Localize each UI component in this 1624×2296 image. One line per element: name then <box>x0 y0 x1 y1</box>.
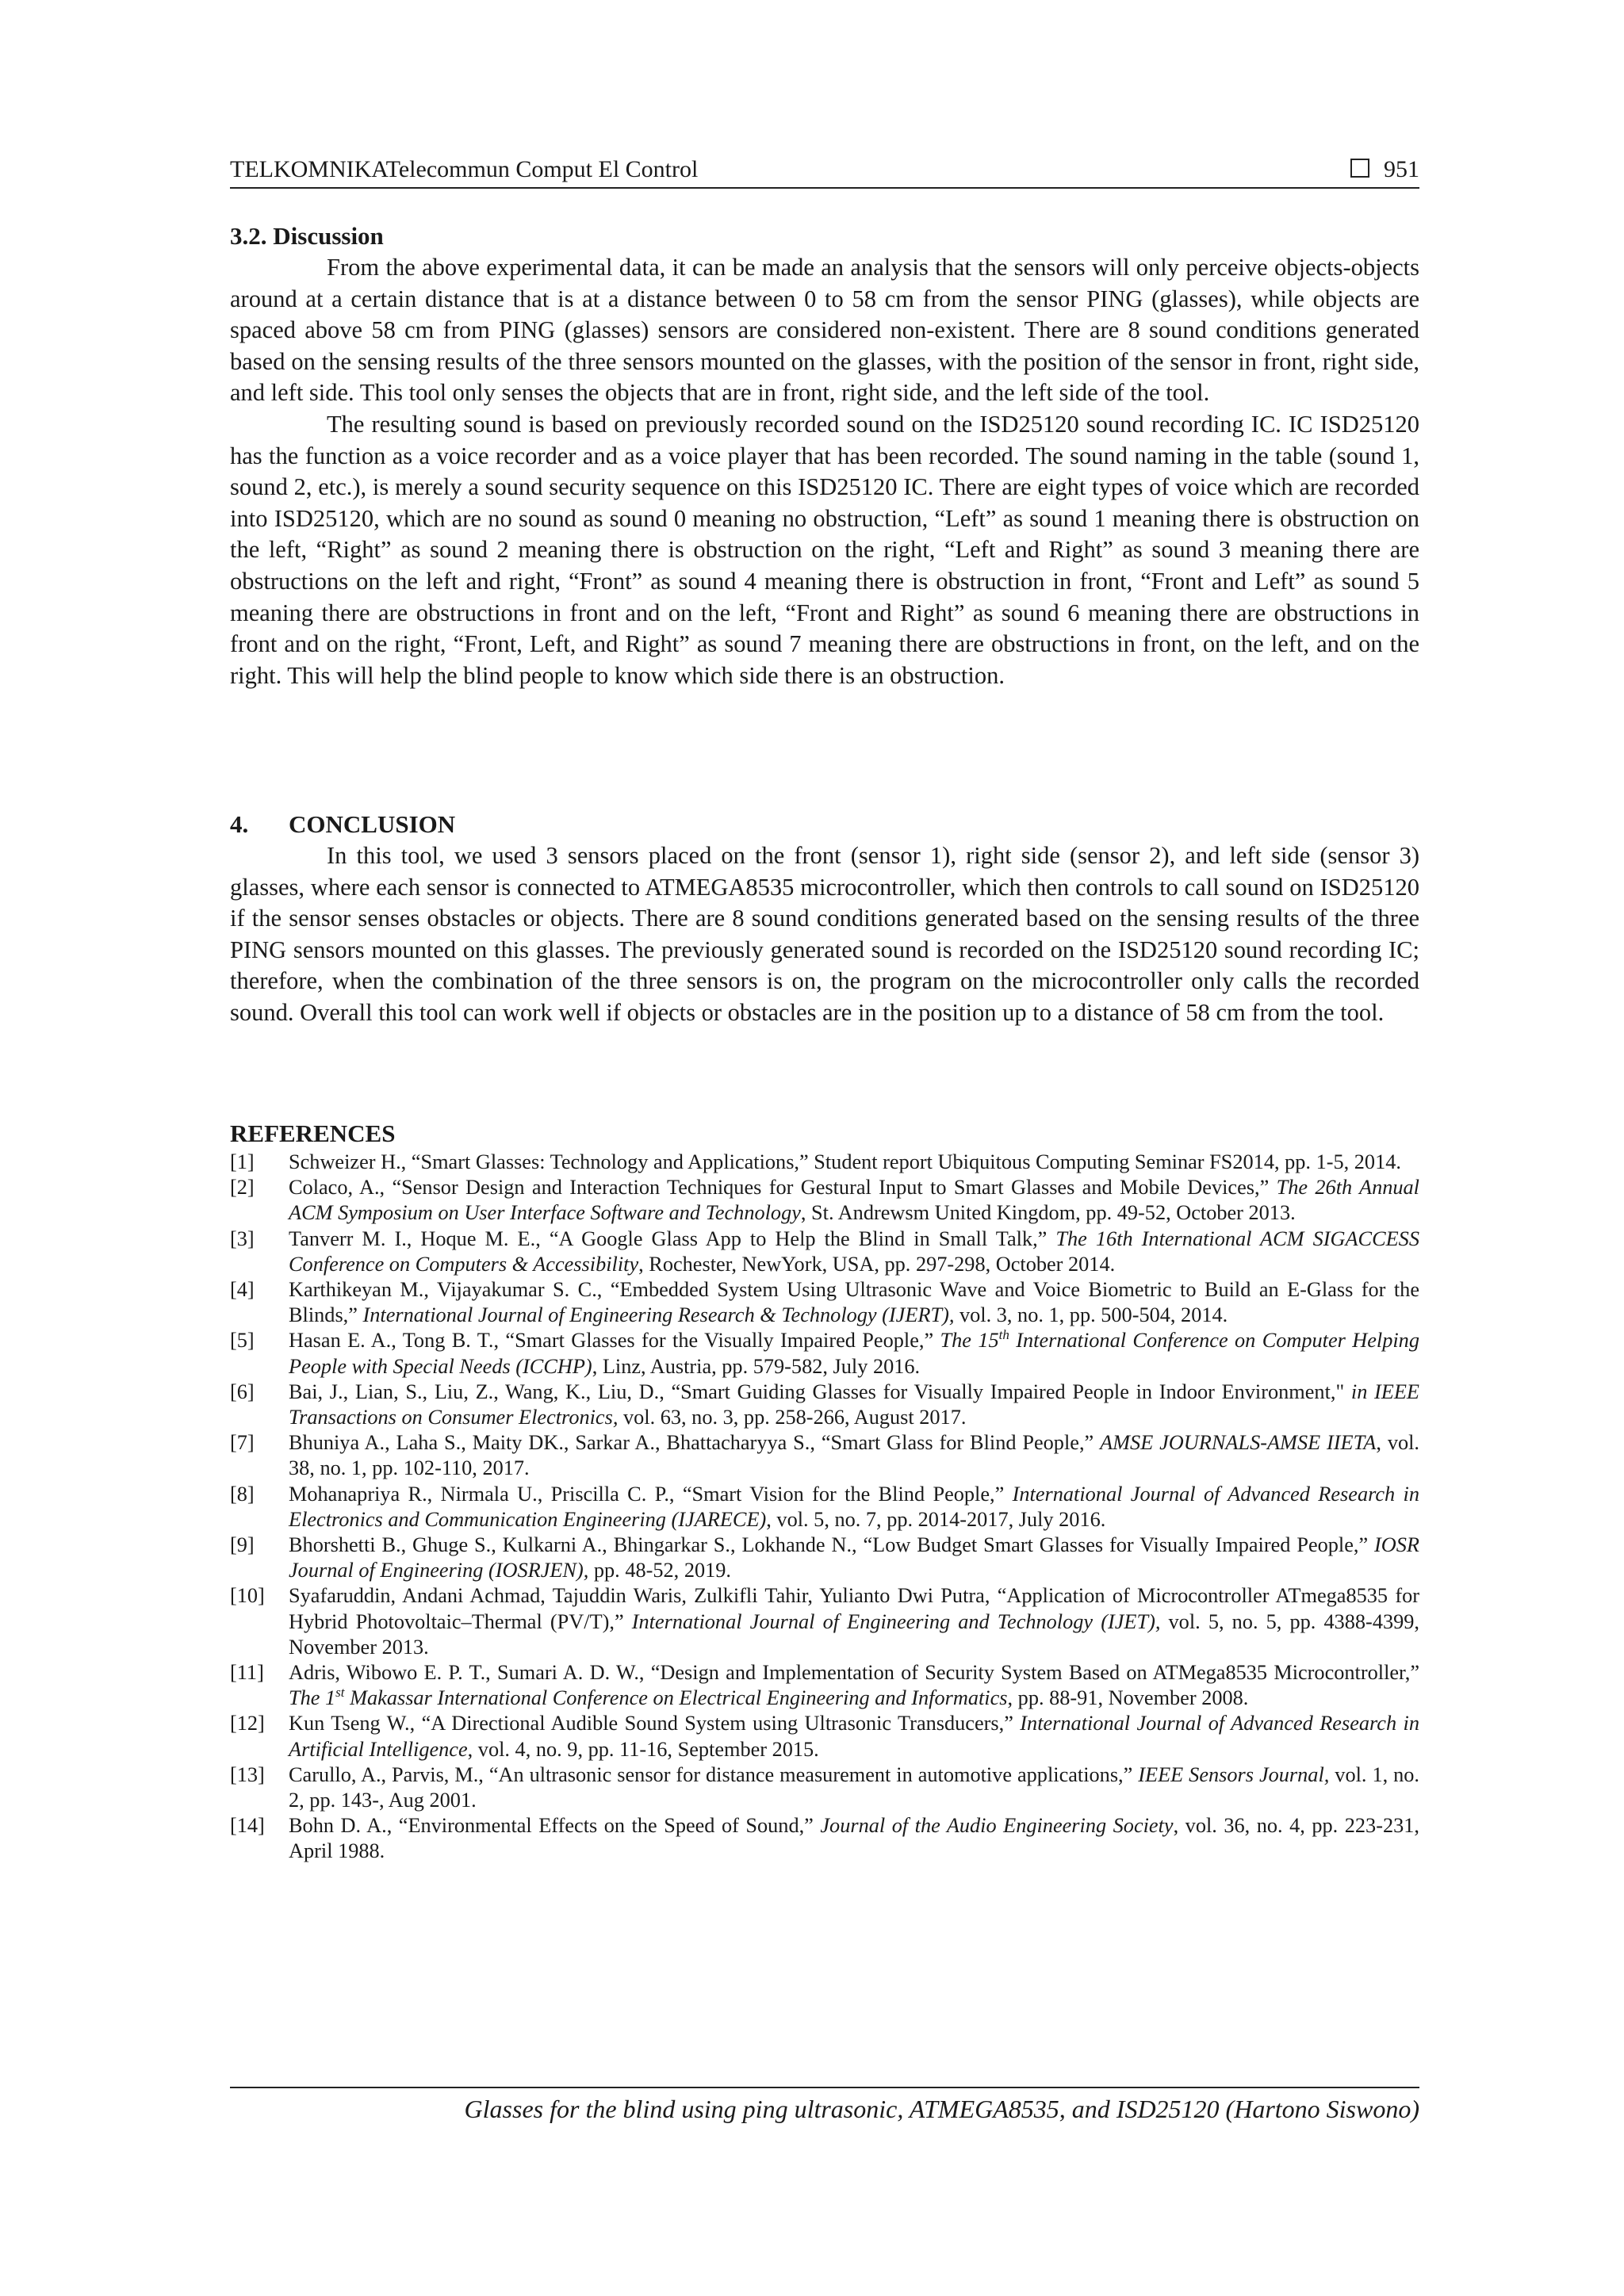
reference-text: Adris, Wibowo E. P. T., Sumari A. D. W., “Design and Implementation of Security System Based on ATMega8535 Microcontroller,” <box>289 1661 1419 1685</box>
reference-text: Karthikeyan M., Vijayakumar S. C., “Embedded System Using Ultrasonic Wave and Voice Biometric to Build an E-Glass for the Blinds,” <box>289 1278 1419 1327</box>
reference-source: International Journal of Advanced Research in Artificial Intelligence <box>289 1712 1419 1761</box>
reference-details: vol. 5, no. 5, pp. 4388-4399, November 2013. <box>289 1609 1419 1659</box>
reference-details: , Linz, Austria, pp. 579-582, July 2016. <box>592 1354 921 1378</box>
reference-item <box>230 1813 1419 1864</box>
reference-details: , St. Andrewsm United Kingdom, pp. 49-52, October 2013. <box>800 1201 1296 1225</box>
reference-item <box>230 1711 1419 1762</box>
references-section <box>230 1118 1419 1865</box>
reference-details: , vol. 38, no. 1, pp. 102-110, 2017. <box>289 1431 1420 1480</box>
references-heading: REFERENCES <box>230 1119 396 1147</box>
conclusion-number: 4. <box>230 810 249 838</box>
reference-number: [11] <box>230 1661 264 1685</box>
reference-source-cont: International Conference on Computer Helping People with Special Needs (ICCHP) <box>289 1329 1419 1378</box>
reference-source: IOSR Journal of Engineering (IOSRJEN), <box>289 1533 1419 1582</box>
reference-item <box>230 1660 1419 1711</box>
discussion-heading: 3.2. Discussion <box>230 222 384 250</box>
square-box-icon <box>1350 159 1369 178</box>
reference-details: vol. 1, no. 2, pp. 143-, Aug 2001. <box>289 1762 1419 1812</box>
reference-source: International Journal of Engineering and Technology (IJET), <box>631 1609 1161 1633</box>
reference-source: in IEEE Transactions on Consumer Electronics, <box>289 1380 1419 1429</box>
reference-text: Carullo, A., Parvis, M., “An ultrasonic sensor for distance measurement in automotive applications,” <box>289 1762 1139 1786</box>
reference-text: Hasan E. A., Tong B. T., “Smart Glasses for the Visually Impaired People,” <box>289 1329 940 1353</box>
conclusion-title: CONCLUSION <box>289 810 456 838</box>
journal-name: TELKOMNIKATelecommun Comput El Control <box>230 156 699 182</box>
reference-number: [9] <box>230 1533 255 1557</box>
reference-details: , vol. 36, no. 4, pp. 223-231, April 1988. <box>289 1814 1419 1863</box>
reference-superscript: th <box>998 1327 1009 1343</box>
reference-details: , pp. 88-91, November 2008. <box>1007 1686 1249 1710</box>
reference-number: [10] <box>230 1584 265 1608</box>
running-title: Glasses for the blind using ping ultrasonic, ATMEGA8535, and ISD25120 (Hartono Siswono) <box>464 2095 1419 2123</box>
page-number-block <box>1350 155 1419 184</box>
reference-number: [1] <box>230 1150 255 1173</box>
reference-number: [2] <box>230 1176 255 1200</box>
reference-list <box>230 1150 1419 1865</box>
reference-details: vol. 3, no. 1, pp. 500-504, 2014. <box>954 1303 1228 1327</box>
reference-text: Bhuniya A., Laha S., Maity DK., Sarkar A., Bhattacharyya S., “Smart Glass for Blind People,” <box>289 1431 1101 1455</box>
reference-text: Kun Tseng W., “A Directional Audible Sound System using Ultrasonic Transducers,” <box>289 1712 1021 1735</box>
reference-number: [3] <box>230 1226 255 1250</box>
reference-item <box>230 1328 1419 1379</box>
reference-text: Bohn D. A., “Environmental Effects on the Speed of Sound,” <box>289 1814 821 1838</box>
reference-superscript: st <box>335 1685 345 1701</box>
reference-text: Mohanapriya R., Nirmala U., Priscilla C. P., “Smart Vision for the Blind People,” <box>289 1482 1013 1506</box>
reference-text: Tanverr M. I., Hoque M. E., “A Google Glass App to Help the Blind in Small Talk,” <box>289 1226 1056 1250</box>
reference-details: , Rochester, NewYork, USA, pp. 297-298, October 2014. <box>638 1252 1116 1276</box>
reference-source: AMSE JOURNALS-AMSE IIETA <box>1100 1431 1377 1455</box>
reference-details: pp. 48-52, 2019. <box>588 1559 731 1582</box>
conclusion-section <box>230 809 1419 1029</box>
page-number: 951 <box>1384 156 1419 182</box>
reference-item <box>230 1175 1419 1226</box>
discussion-section <box>230 220 1419 691</box>
reference-source: International Journal of Engineering Research & Technology (IJERT), <box>362 1303 955 1327</box>
reference-item <box>230 1277 1419 1328</box>
discussion-paragraph-1: From the above experimental data, it can be made an analysis that the sensors will only perceive objects-objects around at a certain distance that is at a distance between 0 to 58 cm from the sensor PING (glasses), while objects are spaced above 58 cm from PING (glasses) sensors are considered non-existent. There are 8 sound conditions generated based on the sensing results of the three sensors mounted on the glasses, with the position of the sensor in front, right side, and left side. This tool only senses the objects that are in front, right side, and the left side of the tool. <box>230 254 1419 407</box>
reference-source: IEEE Sensors Journal, <box>1138 1762 1330 1786</box>
conclusion-paragraph: In this tool, we used 3 sensors placed on the front (sensor 1), right side (sensor 2), and left side (sensor 3) glasses, where each sensor is connected to ATMEGA8535 microcontroller, which then controls to call sound on ISD25120 if the sensor senses obstacles or objects. There are 8 sound conditions generated based on the sensing results of the three PING sensors mounted on this glasses. The previously generated sound is recorded on the ISD25120 sound recording IC; therefore, when the combination of the three sensors is on, the program on the microcontroller only calls the recorded sound. Overall this tool can work well if objects or obstacles are in the position up to a distance of 58 cm from the tool. <box>230 842 1419 1026</box>
reference-item <box>230 1150 1419 1175</box>
discussion-paragraph-2: The resulting sound is based on previously recorded sound on the ISD25120 sound recording IC. IC ISD25120 has the function as a voice recorder and as a voice player that has been recorded. The sound naming in the table (sound 1, sound 2, etc.), is merely a sound security sequence on this ISD25120 IC. There are eight types of voice which are recorded into ISD25120, which are no sound as sound 0 meaning no obstruction, “Left” as sound 1 meaning there is obstruction on the left, “Right” as sound 2 meaning there is obstruction on the right, “Left and Right” as sound 3 meaning there are obstructions on the left and right, “Front” as sound 4 meaning there is obstruction in front, “Front and Left” as sound 5 meaning there are obstructions in front and on the left, “Front and Right” as sound 6 meaning there are obstructions in front and on the right, “Front, Left, and Right” as sound 7 meaning there are obstructions in front, on the left, and on the right. This will help the blind people to know which side there is an obstruction. <box>230 410 1419 689</box>
reference-number: [4] <box>230 1278 255 1302</box>
reference-text: Schweizer H., “Smart Glasses: Technology and Applications,” Student report Ubiquitous Computing Seminar FS2014, pp. 1-5, 2014. <box>289 1150 1401 1173</box>
reference-source: The 1 <box>289 1686 336 1710</box>
reference-details: vol. 63, no. 3, pp. 258-266, August 2017. <box>618 1406 967 1429</box>
reference-item <box>230 1430 1419 1481</box>
reference-source: International Journal of Advanced Research in Electronics and Communication Engineering (IJARECE) <box>289 1482 1419 1531</box>
page-footer <box>230 2087 1419 2125</box>
reference-item <box>230 1482 1419 1533</box>
reference-item <box>230 1533 1419 1583</box>
reference-details: , vol. 5, no. 7, pp. 2014-2017, July 2016. <box>766 1507 1106 1531</box>
page-header <box>230 155 1419 189</box>
reference-number: [14] <box>230 1814 265 1838</box>
reference-number: [13] <box>230 1762 265 1786</box>
reference-number: [12] <box>230 1712 265 1735</box>
reference-item <box>230 1762 1419 1813</box>
reference-details: , vol. 4, no. 9, pp. 11-16, September 2015. <box>467 1737 819 1761</box>
reference-source: The 16th International ACM SIGACCESS Conference on Computers & Accessibility <box>289 1226 1419 1276</box>
reference-text: Syafaruddin, Andani Achmad, Tajuddin Waris, Zulkifli Tahir, Yulianto Dwi Putra, “Application of Microcontroller ATmega8535 for Hybrid Photovoltaic–Thermal (PV/T),” <box>289 1584 1419 1633</box>
reference-source-cont: Makassar International Conference on Electrical Engineering and Informatics <box>344 1686 1008 1710</box>
reference-item <box>230 1583 1419 1660</box>
reference-number: [8] <box>230 1482 255 1506</box>
reference-text: Bai, J., Lian, S., Liu, Z., Wang, K., Liu, D., “Smart Guiding Glasses for Visually Impaired People in Indoor Environment," <box>289 1380 1351 1403</box>
conclusion-heading <box>230 809 1419 840</box>
reference-item <box>230 1226 1419 1277</box>
reference-source: The 26th Annual ACM Symposium on User Interface Software and Technology <box>289 1176 1419 1225</box>
reference-text: Bhorshetti B., Ghuge S., Kulkarni A., Bhingarkar S., Lokhande N., “Low Budget Smart Glasses for Visually Impaired People,” <box>289 1533 1375 1557</box>
reference-item <box>230 1380 1419 1430</box>
reference-number: [7] <box>230 1431 255 1455</box>
reference-number: [6] <box>230 1380 255 1403</box>
reference-number: [5] <box>230 1329 255 1353</box>
reference-source: The 15 <box>940 1329 999 1353</box>
reference-source: Journal of the Audio Engineering Society <box>820 1814 1174 1838</box>
reference-text: Colaco, A., “Sensor Design and Interaction Techniques for Gestural Input to Smart Glasses and Mobile Devices,” <box>289 1176 1277 1200</box>
